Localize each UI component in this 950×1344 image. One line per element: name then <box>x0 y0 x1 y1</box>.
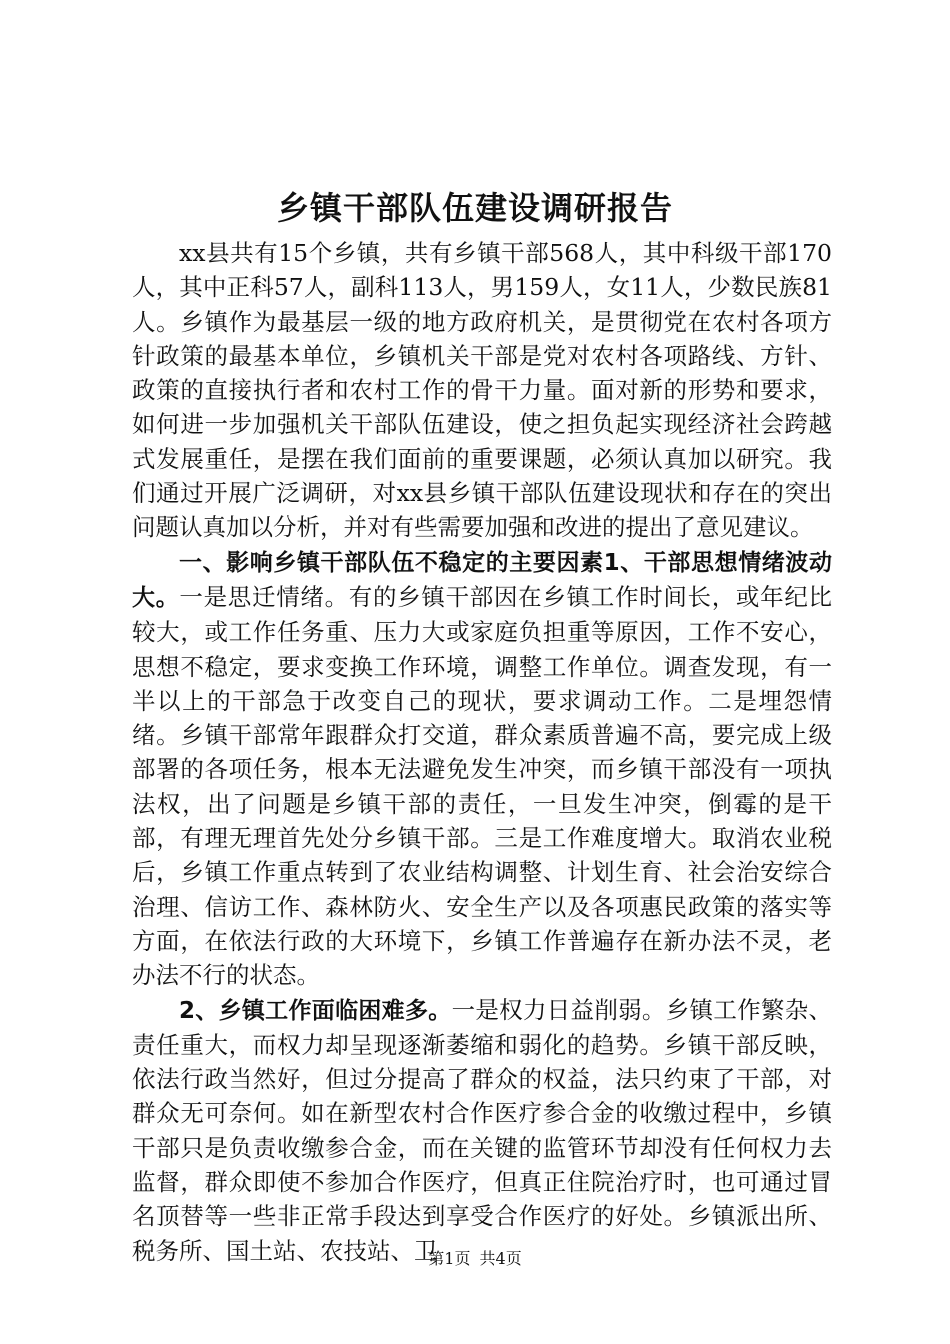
paragraph-intro <box>132 236 832 545</box>
paragraph-text: 一是思迁情绪。有的乡镇干部因在乡镇工作时间长，或年纪比较大，或工作任务重、压力大或家庭负担重等原因，工作不安心，思想不稳定，要求变换工作环境，调整工作单位。调查发现，有一半以上的干部急于改变自己的现状，要求调动工作。二是埋怨情绪。乡镇干部常年跟群众打交道，群众素质普遍不高，要完成上级部署的各项任务，根本无法避免发生冲突，而乡镇干部没有一项执法权，出了问题是乡镇干部的责任，一旦发生冲突，倒霉的是干部，有理无理首先处分乡镇干部。三是工作难度增大。取消农业税后，乡镇工作重点转到了农业结构调整、计划生育、社会治安综合治理、信访工作、森林防火、安全生产以及各项惠民政策的落实等方面，在依法行政的大环境下，乡镇工作普遍存在新办法不灵，老办法不行的状态。 <box>132 582 833 990</box>
document-title: 乡镇干部队伍建设调研报告 <box>276 189 673 227</box>
paragraph-section-2 <box>132 993 832 1268</box>
paragraph-text: xx县共有15个乡镇，共有乡镇干部568人，其中科级干部170人，其中正科57人，副科113人，男159人，女11人，少数民族81人。乡镇作为最基层一级的地方政府机关，是贯彻党在农村各项方针政策的最基本单位，乡镇机关干部是党对农村各项路线、方针、政策的直接执行者和农村工作的骨干力量。面对新的形势和要求，如何进一步加强机关干部队伍建设，使之担负起实现经济社会跨越式发展重任，是摆在我们面前的重要课题，必须认真加以研究。我们通过开展广泛调研，对xx县乡镇干部队伍建设现状和存在的突出问题认真加以分析，并对有些需要加强和改进的提出了意见建议。 <box>132 239 832 542</box>
section-heading: 2、乡镇工作面临困难多。 <box>179 997 452 1024</box>
page-footer <box>0 1248 950 1270</box>
document-body <box>132 236 832 1268</box>
paragraph-text: 一是权力日益削弱。乡镇工作繁杂、责任重大，而权力却呈现逐渐萎缩和弱化的趋势。乡镇干部反映，依法行政当然好，但过分提高了群众的权益，法只约束了干部，对群众无可奈何。如在新型农村合作医疗参合金的收缴过程中，乡镇干部只是负责收缴参合金，而在关键的监管环节却没有任何权力去监督，群众即使不参加合作医疗，但真正住院治疗时，也可通过冒名顶替等一些非正常手段达到享受合作医疗的好处。乡镇派出所、税务所、国土站、农技站、卫 <box>132 995 832 1265</box>
section-heading: 一、影响乡镇干部队伍不稳定的主要因素1、干部思想情绪波动大。 <box>132 549 832 611</box>
paragraph-section-1 <box>132 545 832 993</box>
page-total: 共4页 <box>479 1249 522 1268</box>
page-number: 第1页 <box>428 1249 471 1268</box>
